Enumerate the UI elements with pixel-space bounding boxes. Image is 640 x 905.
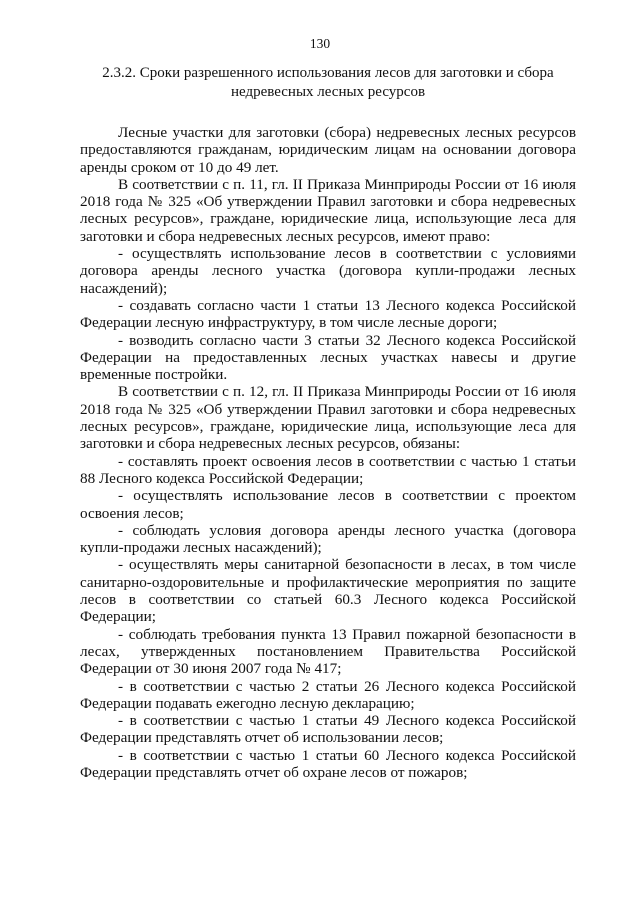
list-item: - в соответствии с частью 2 статьи 26 Лесного кодекса Российской Федерации подавать ежегодно лесную декларацию; bbox=[80, 677, 576, 712]
list-item: - соблюдать условия договора аренды лесного участка (договора купли-продажи лесных насаждений); bbox=[80, 521, 576, 557]
list-item: - возводить согласно части 3 статьи 32 Лесного кодекса Российской Федерации на предоставленных лесных участках навесы и другие временные постройки. bbox=[80, 331, 576, 384]
list-item: - осуществлять меры санитарной безопасности в лесах, в том числе санитарно-оздоровительные и профилактические мероприятия по защите лесов в соответствии со статьей 60.3 Лесного кодекса Российской Федерации; bbox=[80, 556, 576, 626]
list-item: - в соответствии с частью 1 статьи 60 Лесного кодекса Российской Федерации представлять отчет об охране лесов от пожаров; bbox=[80, 746, 576, 781]
paragraph: В соответствии с п. 12, гл. II Приказа Минприроды России от 16 июля 2018 года № 325 «Об утверждении Правил заготовки и сбора недревесных лесных ресурсов», граждане, юридические лица, использующие леса для заготовки и сбора недревесных лесных ресурсов, обязаны: bbox=[80, 383, 576, 453]
list-item: - осуществлять использование лесов в соответствии с проектом освоения лесов; bbox=[80, 487, 576, 522]
list-item: - осуществлять использование лесов в соответствии с условиями договора аренды лесного участка (договора купли-продажи лесных насаждений); bbox=[80, 245, 576, 297]
page-number: 130 bbox=[309, 36, 331, 51]
paragraph: В соответствии с п. 11, гл. II Приказа Минприроды России от 16 июля 2018 года № 325 «Об утверждении Правил заготовки и сбора недревесных лесных ресурсов», граждане, юридические лица, использующие леса для заготовки и сбора недревесных лесных ресурсов, имеют право: bbox=[80, 175, 576, 245]
list-item: - в соответствии с частью 1 статьи 49 Лесного кодекса Российской Федерации представлять отчет об использовании лесов; bbox=[80, 712, 576, 747]
section-heading: 2.3.2. Сроки разрешенного использования лесов для заготовки и сбора недревесных лесных ресурсов bbox=[102, 65, 554, 100]
paragraph: Лесные участки для заготовки (сбора) недревесных лесных ресурсов предоставляются гражданам, юридическим лицам на основании договора аренды сроком от 10 до 49 лет. bbox=[80, 124, 576, 176]
list-item: - составлять проект освоения лесов в соответствии с частью 1 статьи 88 Лесного кодекса Российской Федерации; bbox=[80, 452, 576, 487]
document-body bbox=[80, 124, 576, 781]
list-item: - создавать согласно части 1 статьи 13 Лесного кодекса Российской Федерации лесную инфраструктуру, в том числе лесные дороги; bbox=[80, 296, 576, 332]
list-item: - соблюдать требования пункта 13 Правил пожарной безопасности в лесах, утвержденных постановлением Правительства Российской Федерации от 30 июня 2007 года № 417; bbox=[80, 625, 576, 678]
